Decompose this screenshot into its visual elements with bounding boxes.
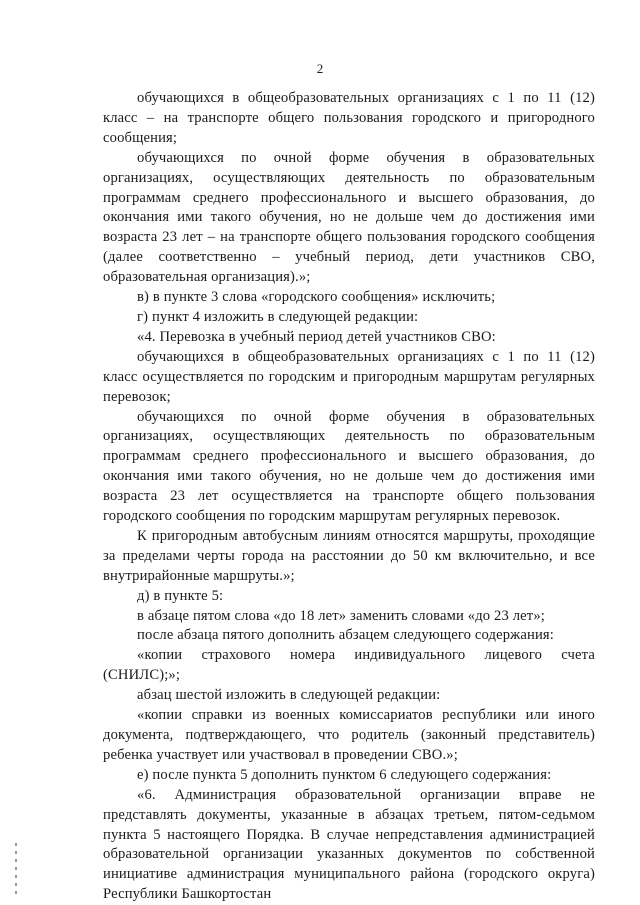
paragraph: К пригородным автобусным линиям относятся маршруты, проходящие за пределами черты города на расстоянии до 50 км включительно, и все внутрирайонные маршруты.»; (103, 527, 595, 584)
paragraph: д) в пункте 5: (137, 587, 224, 604)
margin-mark (15, 875, 17, 878)
paragraph: обучающихся в общеобразовательных организациях с 1 по 11 (12) класс осуществляется по городским и пригородным маршрутам регулярных перевозок; (103, 348, 595, 405)
paragraph: «копии страхового номера индивидуального лицевого счета (СНИЛС);»; (103, 647, 595, 684)
paragraph: обучающихся по очной форме обучения в образовательных организациях, осуществляющих деятельность по образовательным программам среднего профессионального и высшего образования, до окончания ими такого обучения, но не дольше чем до достижения ими возраста 23 лет – на транспорте общего пользования городского сообщения (далее соответственно – учебный период, дети участников СВО, образовательная организация).»; (103, 149, 595, 286)
paragraph: е) после пункта 5 дополнить пунктом 6 следующего содержания: (137, 766, 552, 783)
paragraph: абзац шестой изложить в следующей редакции: (137, 687, 441, 704)
paragraph: в) в пункте 3 слова «городского сообщения» исключить; (137, 289, 496, 306)
page-number: 2 (316, 61, 324, 76)
margin-mark (15, 859, 17, 862)
margin-mark (15, 843, 17, 846)
paragraph: после абзаца пятого дополнить абзацем следующего содержания: (137, 627, 554, 644)
margin-mark (15, 883, 17, 886)
document-body (103, 89, 595, 905)
paragraph: г) пункт 4 изложить в следующей редакции: (137, 308, 419, 325)
paragraph: «4. Перевозка в учебный период детей участников СВО: (137, 328, 496, 345)
paragraph: «копии справки из военных комиссариатов республики или иного документа, подтверждающего, что родитель (законный представитель) ребенка участвует или участвовал в проведении СВО.»; (103, 707, 595, 763)
margin-mark (15, 891, 17, 894)
margin-mark (15, 851, 17, 854)
paragraph: обучающихся по очной форме обучения в образовательных организациях, осуществляющих деятельность по образовательным программам среднего профессионального и высшего образования, до окончания ими такого обучения, но не дольше чем до достижения ими возраста 23 лет осуществляется на транспорте общего пользования городского сообщения по городским маршрутам регулярных перевозок. (103, 408, 595, 525)
paragraph: обучающихся в общеобразовательных организациях с 1 по 11 (12) класс – на транспорте общего пользования городского и пригородного сообщения; (103, 90, 595, 146)
paragraph: в абзаце пятом слова «до 18 лет» заменить словами «до 23 лет»; (137, 607, 545, 624)
paragraph: «6. Администрация образовательной организации вправе не представлять документы, указанные в абзацах третьем, пятом-седьмом пункта 5 настоящего Порядка. В случае непредставления администрацией образовательной организации указанных документов по собственной инициативе администрация муниципального района (городского округа) Республики Башкортостан (103, 786, 595, 903)
margin-mark (15, 867, 17, 870)
scan-margin-marks (15, 843, 17, 899)
